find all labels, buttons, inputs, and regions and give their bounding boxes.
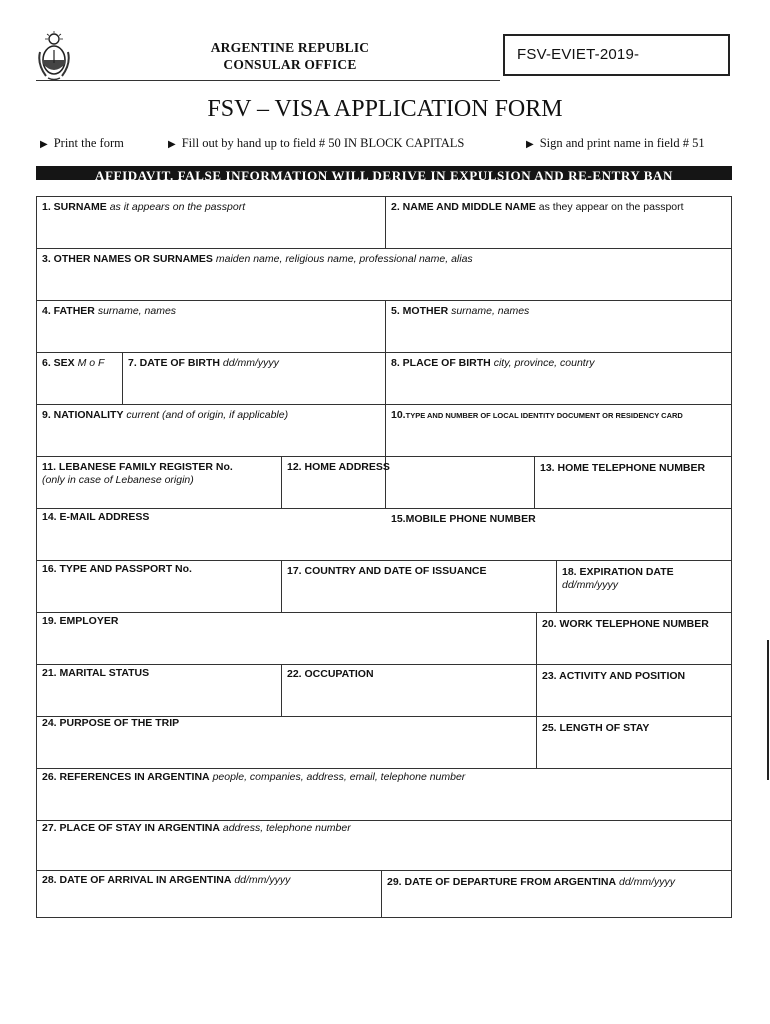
application-form [36,196,732,918]
field-9-nationality: 9. NATIONALITY current (and of origin, if applicable) [42,409,289,421]
field-25-length-of-stay: 25. LENGTH OF STAY [542,722,650,734]
field-21-marital-status: 21. MARITAL STATUS [42,667,150,679]
warning-banner: AFFIDAVIT. FALSE INFORMATION WILL DERIVE IN EXPULSION AND RE-ENTRY BAN [36,166,732,180]
field-24-purpose: 24. PURPOSE OF THE TRIP [42,717,180,729]
column-divider [536,664,537,716]
arrow-right-icon: ▶ [168,139,176,150]
row-divider [36,352,732,353]
field-16-passport: 16. TYPE AND PASSPORT No. [42,563,192,575]
field-13-home-telephone: 13. HOME TELEPHONE NUMBER [540,462,706,474]
row-divider [36,404,732,405]
field-6-sex: 6. SEX M o F [42,357,105,369]
agency-line-1: ARGENTINE REPUBLIC [210,40,370,55]
row-divider [36,664,732,665]
column-divider [281,560,282,612]
field-12-home-address: 12. HOME ADDRESS [287,461,390,473]
field-8-place-of-birth: 8. PLACE OF BIRTH city, province, country [391,357,595,369]
row-divider [36,300,732,301]
row-divider [36,456,732,457]
row-divider [36,560,732,561]
field-19-employer: 19. EMPLOYER [42,615,119,627]
row-divider [36,917,732,918]
field-7-date-of-birth: 7. DATE OF BIRTH dd/mm/yyyy [128,357,279,369]
row-divider [36,508,732,509]
row-divider [36,196,732,197]
field-26-references: 26. REFERENCES IN ARGENTINA people, companies, address, email, telephone number [42,771,466,783]
field-18-expiration: 18. EXPIRATION DATE dd/mm/yyyy [562,566,674,591]
field-22-occupation: 22. OCCUPATION [287,668,374,680]
row-divider [36,612,732,613]
field-14-email: 14. E-MAIL ADDRESS [42,511,150,523]
form-code-box: FSV-EVIET-2019- [503,34,730,76]
column-divider [281,456,282,508]
field-11-lebanese-register: 11. LEBANESE FAMILY REGISTER No. (only in case of Lebanese origin) [42,461,233,486]
field-15-mobile-phone: 15.MOBILE PHONE NUMBER [391,513,536,525]
field-3-other-names: 3. OTHER NAMES OR SURNAMES maiden name, religious name, professional name, alias [42,253,473,265]
column-divider [122,352,123,404]
field-27-place-of-stay: 27. PLACE OF STAY IN ARGENTINA address, telephone number [42,822,351,834]
row-divider [36,870,732,871]
column-divider [731,196,732,918]
page-title: FSV – VISA APPLICATION FORM [207,96,563,122]
instruction-fill: ▶ Fill out by hand up to field # 50 IN BLOCK CAPITALS [168,136,465,150]
row-divider [36,248,732,249]
field-10-identity-document: 10.TYPE AND NUMBER OF LOCAL IDENTITY DOCUMENT OR RESIDENCY CARD [391,409,683,421]
field-4-father: 4. FATHER surname, names [42,305,177,317]
row-divider [36,820,732,821]
instruction-print: ▶ Print the form [40,136,124,150]
coat-of-arms-icon [36,30,72,82]
field-23-activity-position: 23. ACTIVITY AND POSITION [542,670,686,682]
column-divider [556,560,557,612]
field-1-surname: 1. SURNAME as it appears on the passport [42,201,246,213]
column-divider [385,300,386,508]
row-divider [36,768,732,769]
agency-line-2: CONSULAR OFFICE [223,57,357,72]
field-5-mother: 5. MOTHER surname, names [391,305,530,317]
column-divider [536,612,537,664]
field-2-name: 2. NAME AND MIDDLE NAME as they appear on the passport [391,201,684,213]
column-divider [281,664,282,716]
column-divider [381,870,382,918]
column-divider [536,716,537,768]
arrow-right-icon: ▶ [526,139,534,150]
column-divider [534,456,535,508]
field-20-work-telephone: 20. WORK TELEPHONE NUMBER [542,618,709,630]
field-29-departure-date: 29. DATE OF DEPARTURE FROM ARGENTINA dd/mm/yyyy [387,876,675,888]
field-17-issuance: 17. COUNTRY AND DATE OF ISSUANCE [287,565,487,577]
field-28-arrival-date: 28. DATE OF ARRIVAL IN ARGENTINA dd/mm/yyyy [42,874,291,886]
arrow-right-icon: ▶ [40,139,48,150]
column-divider [36,196,37,918]
column-divider [385,196,386,248]
instruction-sign: ▶ Sign and print name in field # 51 [526,136,705,150]
header-divider [36,80,500,81]
scan-edge-mark [767,640,769,780]
